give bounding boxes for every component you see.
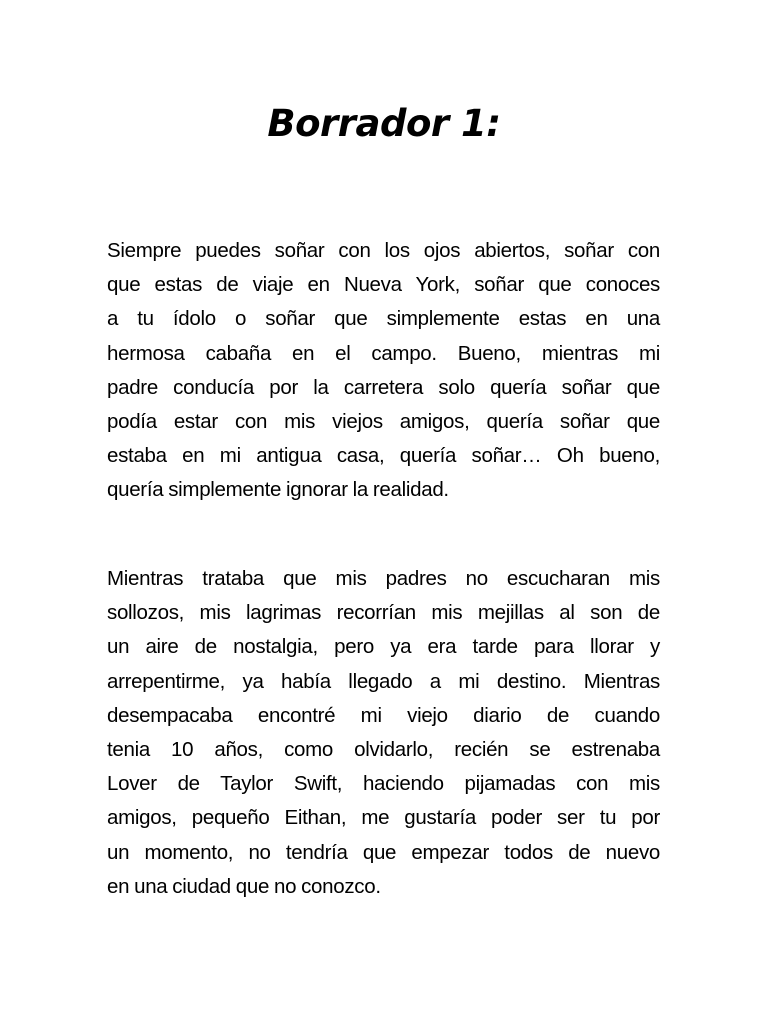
paragraph-2-line: Mientras trataba que mis padres no escucharan mis [107,567,660,590]
paragraph-1-line: podía estar con mis viejos amigos, quería soñar que [107,410,660,434]
paragraph-2-line: amigos, pequeño Eithan, me gustaría poder ser tu por [107,806,660,830]
paragraph-2-line: desempacaba encontré mi viejo diario de cuando [107,703,660,727]
paragraph-2-line: Lover de Taylor Swift, haciendo pijamadas con mis [107,772,660,796]
paragraph-2-line: un momento, no tendría que empezar todos de nuevo [107,840,660,864]
paragraph-1-line: a tu ídolo o soñar que simplemente estas en una [107,307,660,331]
paragraph-1-line: quería simplemente ignorar la realidad. [107,478,449,502]
paragraph-1-line: Siempre puedes soñar con los ojos abiertos, soñar con [107,239,660,262]
paragraph-1-line: hermosa cabaña en el campo. Bueno, mientras mi [107,341,660,365]
paragraph-2-line: en una ciudad que no conozco. [107,874,381,898]
paragraph-2-line: sollozos, mis lagrimas recorrían mis mejillas al son de [107,601,660,625]
paragraph-2-line: arrepentirme, ya había llegado a mi destino. Mientras [107,669,660,693]
paragraph-2-line: tenia 10 años, como olvidarlo, recién se estrenaba [107,738,660,762]
page-title: Borrador 1: [267,102,501,145]
paragraph-2-line: un aire de nostalgia, pero ya era tarde para llorar y [107,635,660,659]
paragraph-1-line: que estas de viaje en Nueva York, soñar que conoces [107,273,660,297]
paragraph-2 [107,562,660,904]
paragraph-1 [107,234,660,508]
paragraph-1-line: estaba en mi antigua casa, quería soñar… Oh bueno, [107,444,660,468]
paragraph-1-line: padre conducía por la carretera solo quería soñar que [107,375,660,399]
